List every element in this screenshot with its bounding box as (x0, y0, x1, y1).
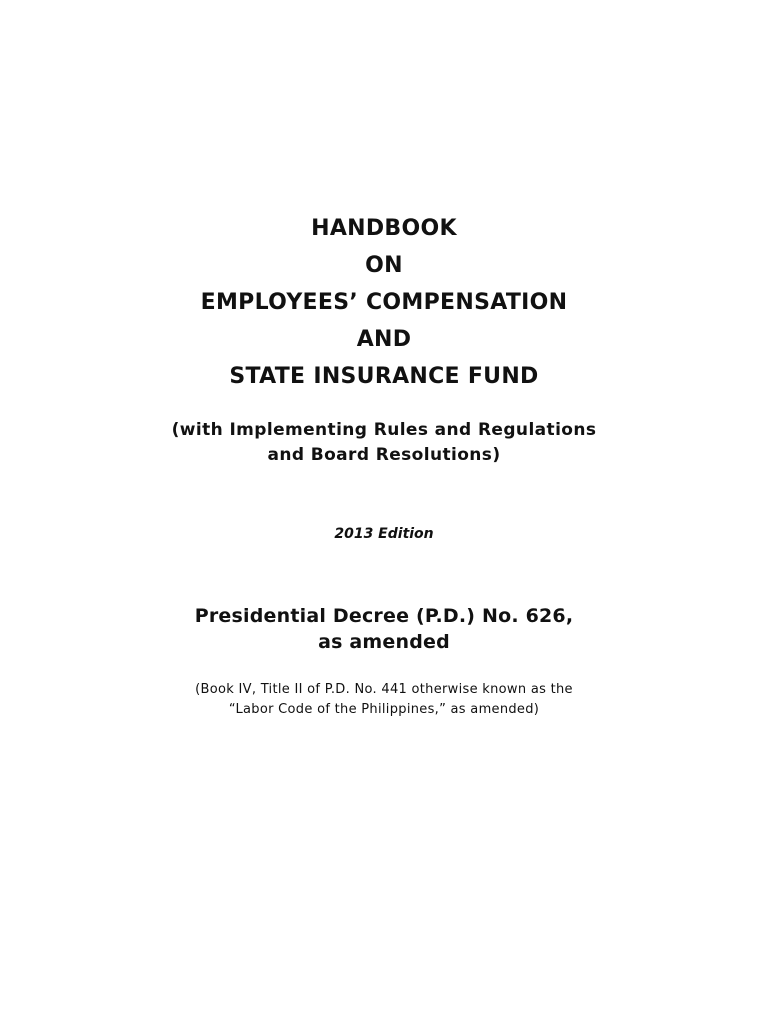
title-line-handbook: HANDBOOK (311, 216, 457, 241)
note-line-1: (Book IV, Title II of P.D. No. 441 otherwise known as the (195, 682, 573, 697)
document-subtitle (0, 418, 768, 468)
edition-label: 2013 Edition (334, 526, 434, 542)
decree-heading (0, 603, 768, 655)
title-line-and: AND (356, 327, 412, 352)
decree-line-2: as amended (318, 631, 450, 653)
title-line-state-insurance-fund: STATE INSURANCE FUND (229, 364, 539, 389)
title-line-employees-compensation: EMPLOYEES’ COMPENSATION (200, 290, 568, 315)
subtitle-line-2: and Board Resolutions) (267, 445, 501, 465)
subtitle-line-1: (with Implementing Rules and Regulations (171, 420, 597, 440)
document-title (0, 210, 768, 395)
labor-code-note (0, 680, 768, 720)
title-line-on: ON (365, 253, 403, 278)
decree-line-1: Presidential Decree (P.D.) No. 626, (194, 605, 574, 627)
note-line-2: “Labor Code of the Philippines,” as amended) (228, 702, 540, 717)
